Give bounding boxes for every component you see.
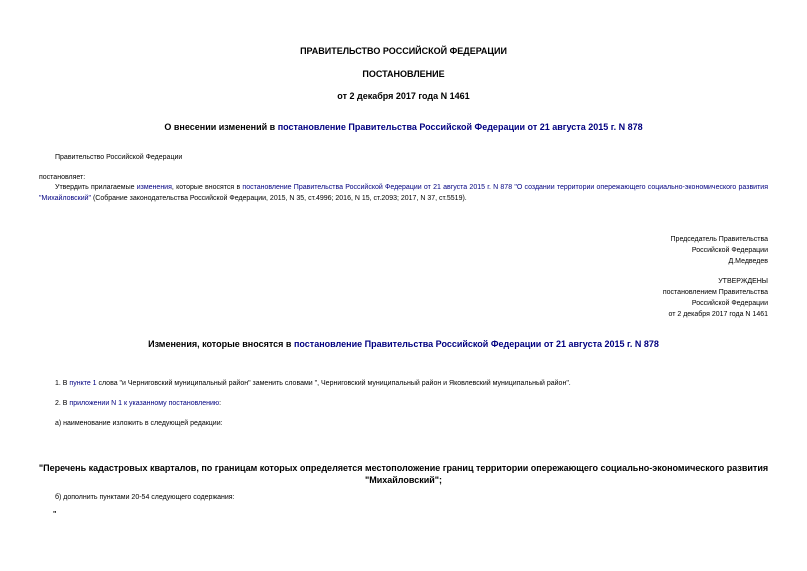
government-heading: ПРАВИТЕЛЬСТВО РОССИЙСКОЙ ФЕДЕРАЦИИ bbox=[300, 46, 507, 56]
document-date-number: от 2 декабря 2017 года N 1461 bbox=[337, 91, 470, 101]
changes-title bbox=[0, 339, 807, 349]
signature-block bbox=[671, 234, 768, 267]
approval-title: УТВЕРЖДЕНЫ bbox=[718, 278, 768, 285]
item-1-text-a: 1. В bbox=[55, 380, 70, 387]
resolution-text-2: , которые вносятся в bbox=[171, 184, 243, 191]
signature-country: Российской Федерации bbox=[691, 247, 768, 254]
quote-mark: " bbox=[53, 511, 57, 518]
title-prefix: О внесении изменений в bbox=[164, 122, 278, 132]
item-1-text-b: слова "и Черниговский муниципальный район" заменить словами ", Черниговский муниципальный район и Яковлевский муниципальный район". bbox=[96, 380, 571, 387]
item-2-text-a: 2. В bbox=[55, 400, 70, 407]
document-title bbox=[0, 122, 807, 132]
changes-title-prefix: Изменения, которые вносятся в bbox=[148, 339, 294, 349]
item-1-link[interactable]: пункте 1 bbox=[69, 380, 97, 387]
changes-title-decree-link[interactable]: постановление Правительства Российской Федерации от 21 августа 2015 г. N 878 bbox=[293, 339, 659, 349]
approval-date: от 2 декабря 2017 года N 1461 bbox=[668, 311, 768, 318]
document-type: ПОСТАНОВЛЕНИЕ bbox=[362, 69, 445, 79]
resolves-text: постановляет: bbox=[39, 174, 86, 181]
item-2-link[interactable]: приложении N 1 к указанному постановлению bbox=[69, 400, 220, 407]
quoted-heading-line-2: "Михайловский"; bbox=[364, 475, 443, 485]
resolution-text-3: (Собрание законодательства Российской Федерации, 2015, N 35, ст.4996; 2016, N 15, ст.2093; 2017, N 37, ст.5519). bbox=[91, 195, 467, 202]
authority-text: Правительство Российской Федерации bbox=[55, 154, 183, 161]
signature-name: Д.Медведев bbox=[728, 258, 768, 265]
quoted-heading bbox=[0, 462, 807, 486]
item-2 bbox=[55, 398, 221, 409]
approval-country: Российской Федерации bbox=[691, 300, 768, 307]
item-2-sub-a: а) наименование изложить в следующей редакции: bbox=[55, 420, 223, 427]
approval-block bbox=[663, 276, 768, 320]
title-decree-link[interactable]: постановление Правительства Российской Федерации от 21 августа 2015 г. N 878 bbox=[277, 122, 643, 132]
decree-link-title: "О создании территории опережающего социально-экономического развития "Михайловский" bbox=[39, 184, 768, 202]
changes-link[interactable]: изменения bbox=[136, 184, 172, 191]
approval-by: постановлением Правительства bbox=[662, 289, 768, 296]
resolution-paragraph bbox=[39, 182, 768, 204]
item-2-sub-b: б) дополнить пунктами 20-54 следующего содержания: bbox=[55, 494, 235, 501]
quoted-heading-line-1: "Перечень кадастровых кварталов, по границам которых определяется местоположение границ территории опережающего социально-экономического развития bbox=[38, 463, 769, 473]
item-1 bbox=[55, 378, 571, 389]
item-2-text-b: : bbox=[219, 400, 222, 407]
decree-link-text: постановление Правительства Российской Федерации от 21 августа 2015 г. N 878 bbox=[242, 184, 513, 191]
resolution-text-1: Утвердить прилагаемые bbox=[55, 184, 137, 191]
signature-position: Председатель Правительства bbox=[670, 236, 768, 243]
